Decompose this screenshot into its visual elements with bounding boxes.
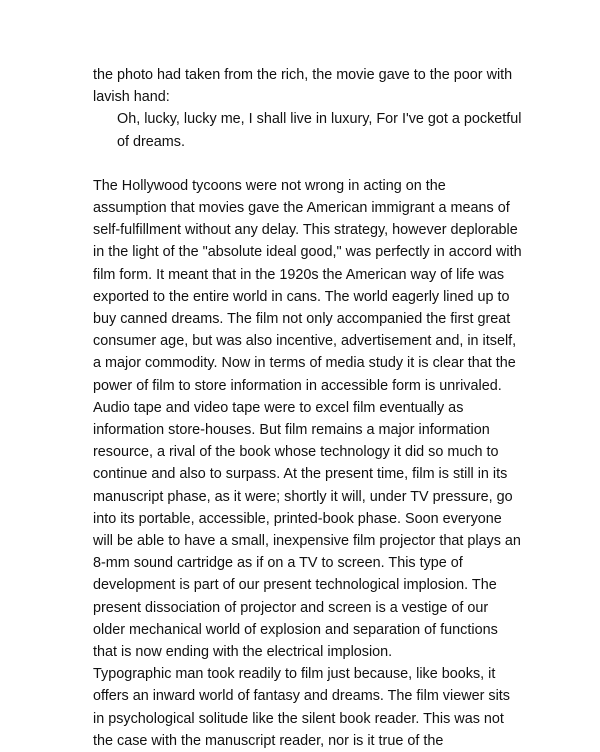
paragraph-continuation: the photo had taken from the rich, the movie gave to the poor with lavish hand:	[93, 67, 513, 106]
paragraph-spacer	[93, 153, 523, 175]
block-quote: Oh, lucky, lucky me, I shall live in luxury, For I've got a pocketful of dreams.	[117, 111, 522, 150]
text-column	[93, 64, 523, 752]
paragraph-typographic-man: Typographic man took readily to film just because, like books, it offers an inward world of fantasy and dreams. The film viewer sits in psychological solitude like the silent book reader. This was not the case with the manuscript reader, nor is it true of the	[93, 666, 510, 749]
paragraph-hollywood: The Hollywood tycoons were not wrong in acting on the assumption that movies gave the American immigrant a means of self-fulfillment without any delay. This strategy, however deplorable in the light of the "absolute ideal good," was perfectly in accord with film form. It meant that in the 1920s the American way of life was exported to the entire world in cans. The world eagerly lined up to buy canned dreams. The film not only accompanied the first great consumer age, but was also incentive, advertisement and, in itself, a major commodity. Now in terms of media study it is clear that the power of film to store information in accessible form is unrivaled. Audio tape and video tape were to excel film eventually as information store-houses. But film remains a major information resource, a rival of the book whose technology it did so much to continue and also to surpass. At the present time, film is still in its manuscript phase, as it were; shortly it will, under TV pressure, go into its portable, accessible, printed-book phase. Soon everyone will be able to have a small, inexpensive film projector that plays an 8-mm sound cartridge as if on a TV to screen. This type of development is part of our present technological implosion. The present dissociation of projector and screen is a vestige of our older mechanical world of explosion and separation of functions that is now ending with the electrical implosion.	[93, 177, 522, 661]
